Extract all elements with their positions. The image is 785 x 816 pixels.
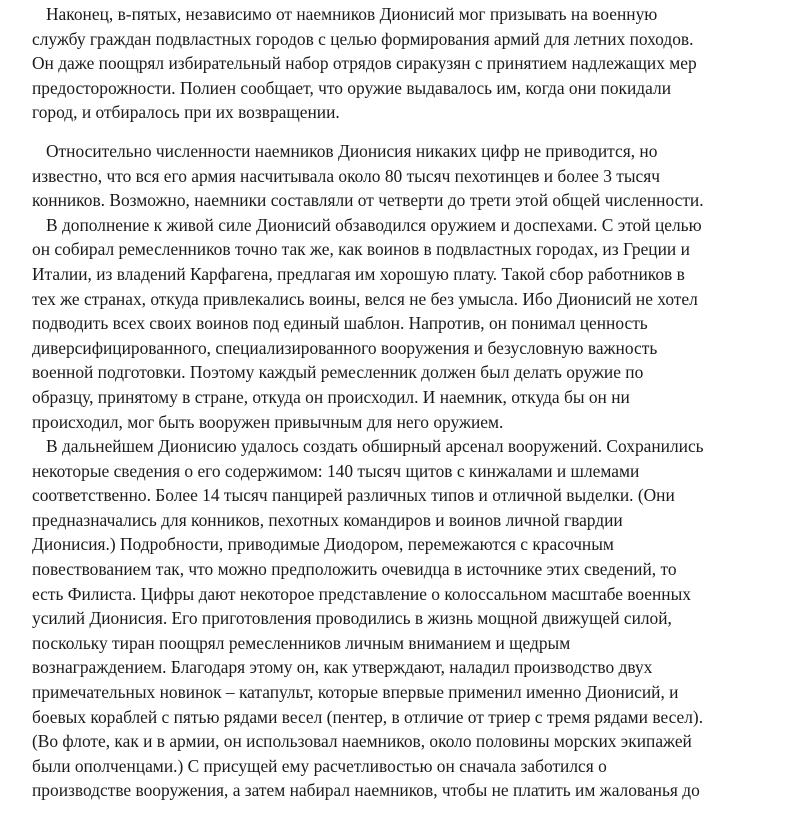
text-line: Италии, из владений Карфагена, предлагая им хорошую плату. Такой сбор работников в <box>32 263 685 284</box>
text-line: он собирал ремесленников точно так же, как воинов в подвластных городах, из Греции и <box>32 239 690 260</box>
text-line: примечательных новинок – катапульт, которые впервые применил именно Дионисий, и <box>32 682 679 703</box>
text-line: поскольку тиран поощрял ремесленников личным вниманием и щедрым <box>32 632 571 653</box>
paragraph <box>18 434 780 803</box>
text-line: производстве вооружения, а затем набирал наемников, чтобы не платить им жалованья до <box>32 780 700 801</box>
text-line: боевых кораблей с пятью рядами весел (пентер, в отличие от триер с тремя рядами весел). <box>32 706 704 727</box>
text-line: известно, что вся его армия насчитывала около 80 тысяч пехотинцев и более 3 тысяч <box>32 165 660 186</box>
paragraph <box>18 2 780 125</box>
paragraph <box>18 213 780 434</box>
text-line: повествованием так, что можно предположить очевидца в источнике этих сведений, то <box>32 559 677 580</box>
text-line: В дополнение к живой силе Дионисий обзаводился оружием и доспехами. С этой целью <box>46 214 702 235</box>
text-line: есть Филиста. Цифры дают некоторое представление о колоссальном масштабе военных <box>32 583 691 604</box>
text-line: некоторые сведения о его содержимом: 140 тысяч щитов с кинжалами и шлемами <box>32 460 640 481</box>
text-line: тех же странах, откуда привлекались воины, велся не без умысла. Ибо Дионисий не хотел <box>32 288 698 309</box>
text-line: предназначались для конников, пехотных командиров и воинов личной гвардии <box>32 509 623 530</box>
text-line: Он даже поощрял избирательный набор отрядов сиракузян с принятием надлежащих мер <box>32 53 697 74</box>
text-line: службу граждан подвластных городов с целью формирования армий для летних походов. <box>32 28 694 49</box>
paragraph <box>18 139 780 213</box>
text-line: предосторожности. Полиен сообщает, что оружие выдавалось им, когда они покидали <box>32 77 672 98</box>
text-line: Дионисия.) Подробности, приводимые Диодором, перемежаются с красочным <box>32 534 614 555</box>
text-line: соответственно. Более 14 тысяч панцирей различных типов и отличной выделки. (Они <box>32 485 675 506</box>
text-line: Относительно численности наемников Дионисия никаких цифр не приводится, но <box>46 140 658 161</box>
text-line: усилий Дионисия. Его приготовления проводились в жизнь мощной движущей силой, <box>32 608 672 629</box>
text-line: диверсифицированного, специализированного вооружения и безусловную важность <box>32 337 658 358</box>
text-line: военной подготовки. Поэтому каждый ремесленник должен был делать оружие по <box>32 362 644 383</box>
text-line: город, и отбиралось при их возвращении. <box>32 102 340 123</box>
text-line: (Во флоте, как и в армии, он использовал наемников, около половины морских экипажей <box>32 731 692 752</box>
text-line: конников. Возможно, наемники составляли от четверти до трети этой общей численности. <box>32 190 704 211</box>
text-line: были ополченцами.) С присущей ему расчетливостью он сначала заботился о <box>32 755 607 776</box>
document-page <box>18 2 780 803</box>
text-line: В дальнейшем Дионисию удалось создать обширный арсенал вооружений. Сохранились <box>46 436 704 457</box>
text-line: Наконец, в-пятых, независимо от наемников Дионисий мог призывать на военную <box>46 4 658 24</box>
text-line: образцу, принятому в стране, откуда он происходил. И наемник, откуда бы он ни <box>32 386 630 407</box>
text-line: происходил, мог быть вооружен привычным для него оружием. <box>32 411 504 432</box>
text-line: вознаграждением. Благодаря этому он, как утверждают, наладил производство двух <box>32 657 653 678</box>
text-line: подводить всех своих воинов под единый шаблон. Напротив, он понимал ценность <box>32 313 648 334</box>
